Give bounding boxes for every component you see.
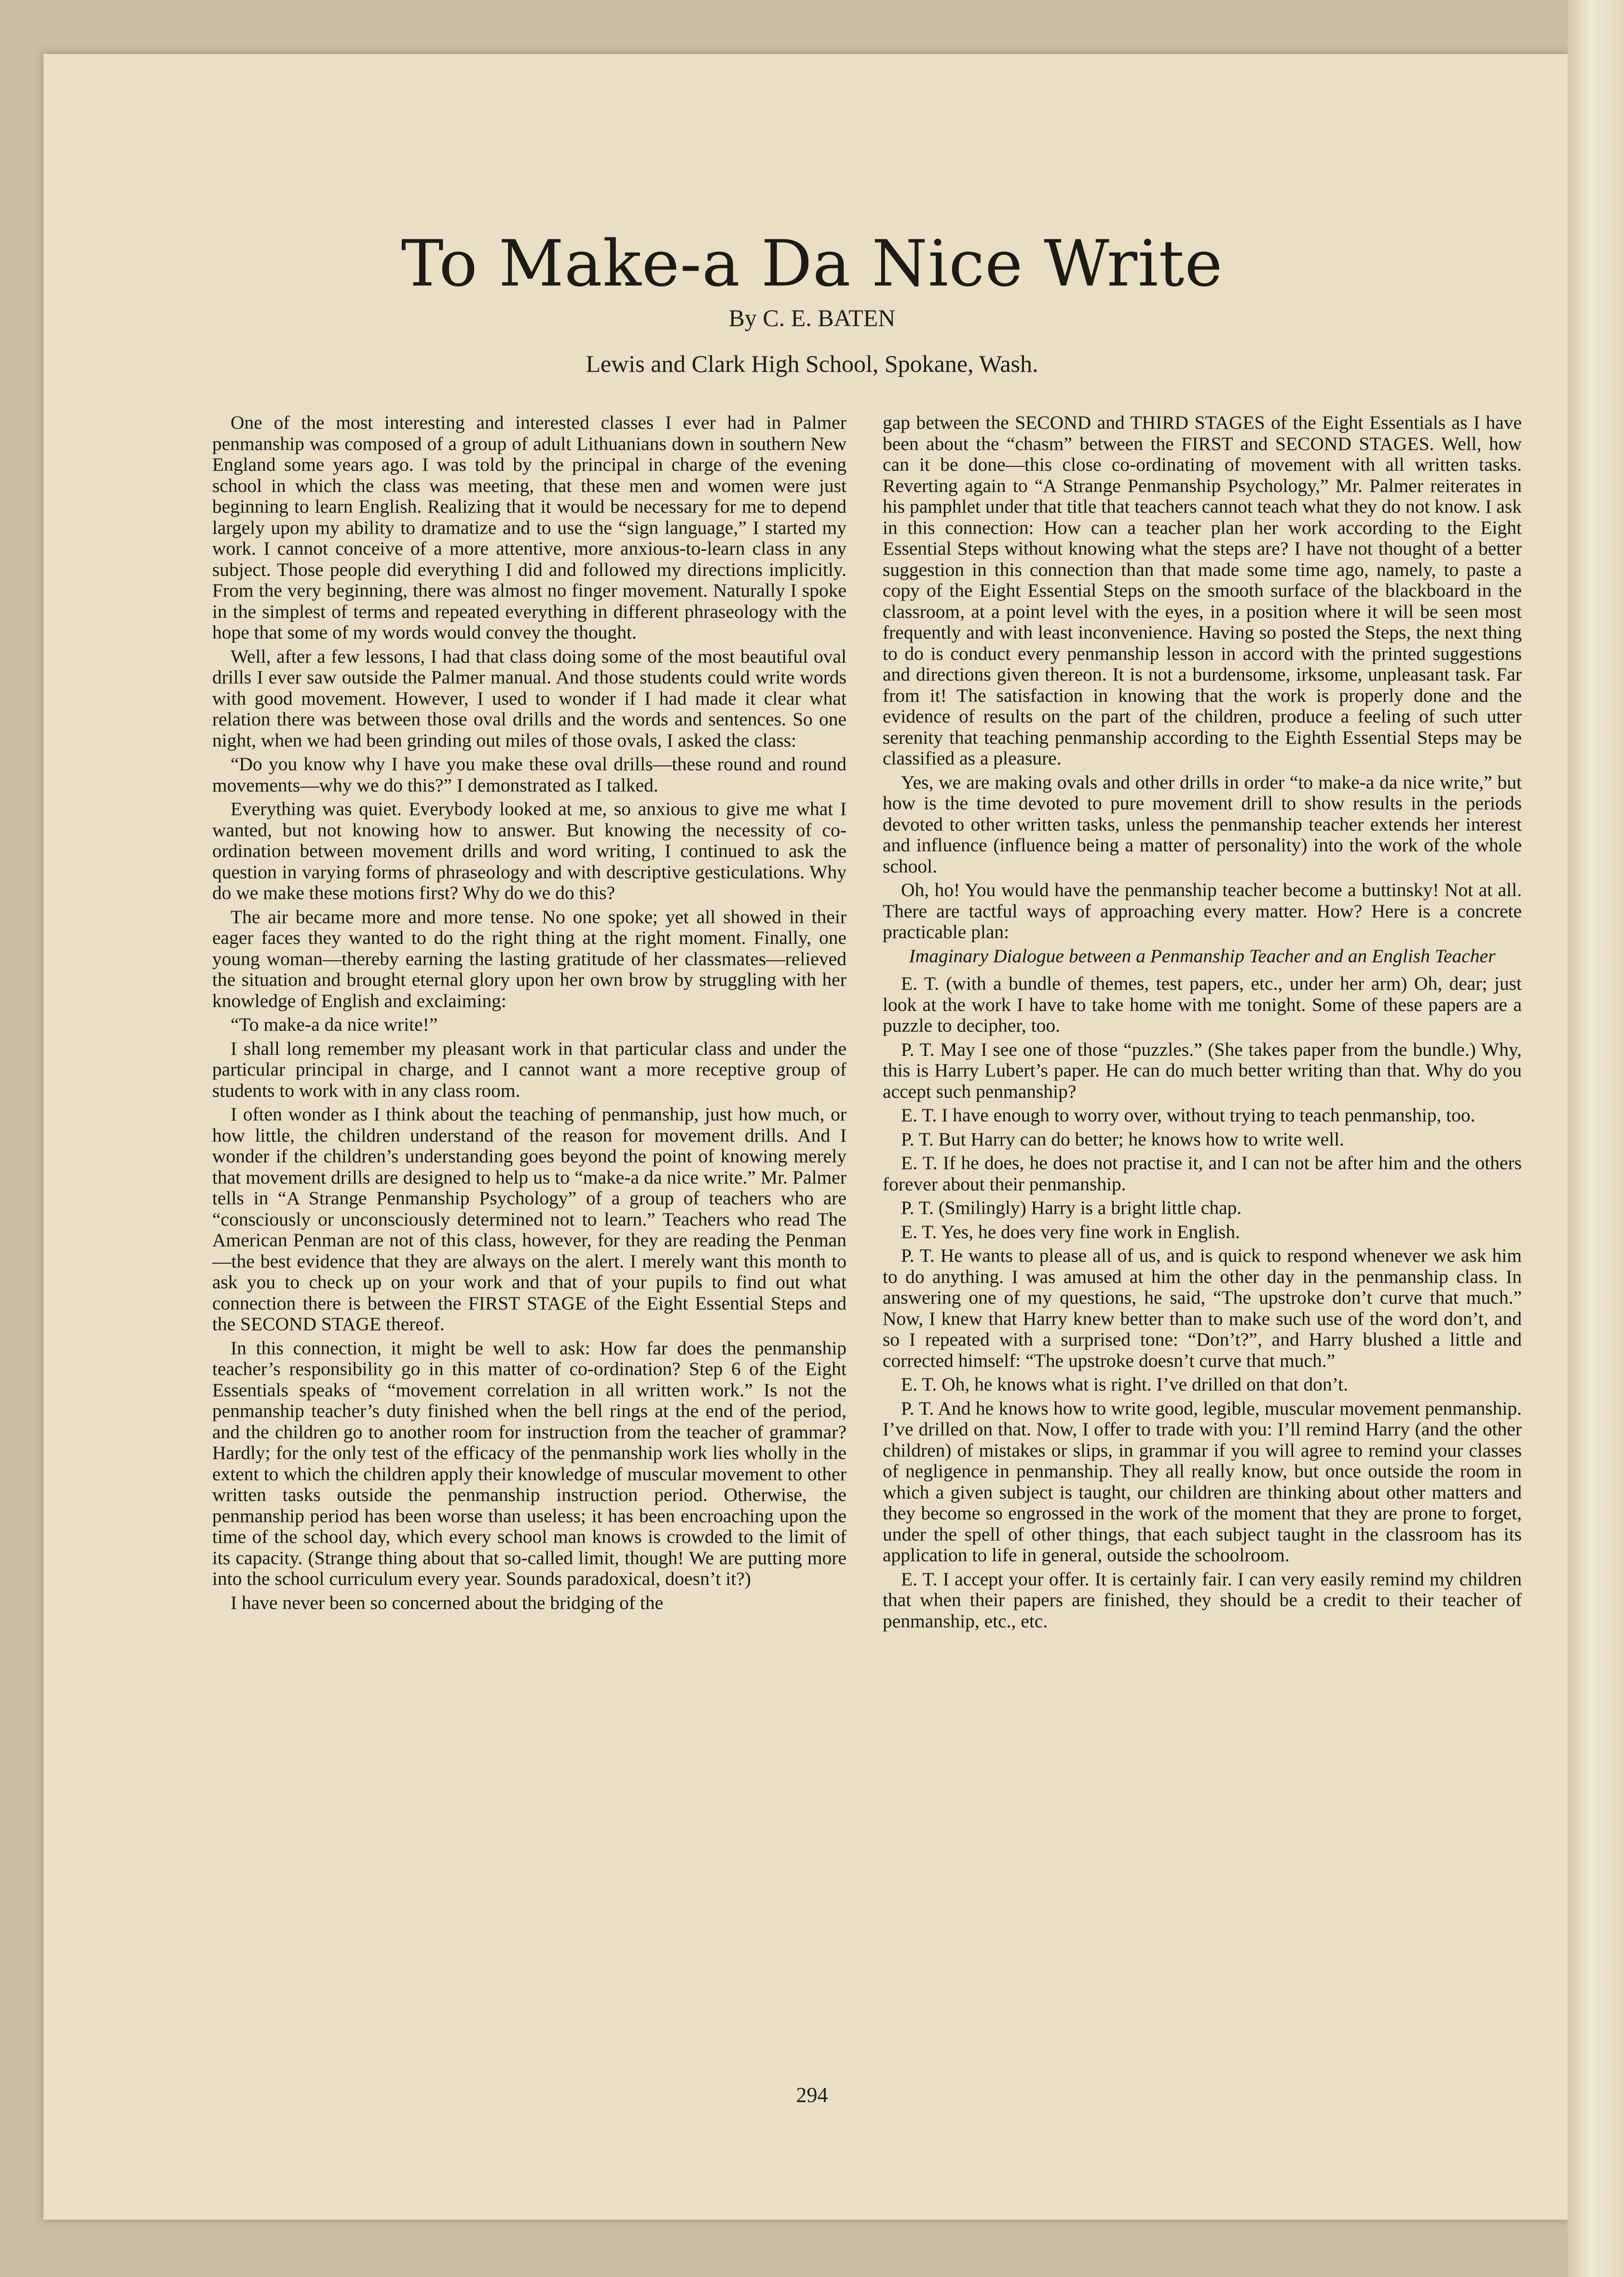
paragraph: “Do you know why I have you make these oval drills—these round and round movements—why we do this?” I demonstrated as I talked. — [212, 753, 846, 796]
dialogue-line: P. T. But Harry can do better; he knows how to write well. — [901, 1128, 1344, 1150]
paragraph: Yes, we are making ovals and other drills in order “to make-a da nice write,” but how is the time devoted to pure movement drill to show results in the periods devoted to other written tasks, unless the penmanship teacher extends her interest and influence (influence being a matter of personality) into the work of the whole school. — [883, 771, 1522, 877]
dialogue-line: P. T. May I see one of those “puzzles.” (She takes paper from the bundle.) Why, this is Harry Lubert’s paper. He can do much better writing than that. Why do you accept such penmanship? — [883, 1038, 1522, 1102]
dialogue-line: E. T. If he does, he does not practise it, and I can not be after him and the others forever about their penmanship. — [883, 1152, 1522, 1195]
paragraph: “To make-a da nice write!” — [231, 1014, 438, 1035]
article-title: To Make-a Da Nice Write — [401, 227, 1223, 301]
paragraph: I often wonder as I think about the teaching of penmanship, just how much, or how little, the children understand of the reason for movement drills. And I wonder if the children’s understanding goes beyond the point of knowing merely that movement drills are designed to help us to “make-a da nice write.” Mr. Palmer tells in “A Strange Penmanship Psychology” of a group of teachers who are “consciously or unconsciously determined not to learn.” Teachers who read The American Penman are not of this class, however, for they are reading the Penman—the best evidence that they are always on the alert. I merely want this month to ask you to check up on your work and that of your pupils to find out what connection there is between the FIRST STAGE of the Eight Essential Steps and the SECOND STAGE thereof. — [212, 1104, 846, 1335]
paragraph: The air became more and more tense. No one spoke; yet all showed in their eager faces they wanted to do the right thing at the right moment. Finally, one young woman—thereby earning the lasting gratitude of her classmates—relieved the situation and brought eternal glory upon her own brow by struggling with her knowledge of English and exclaiming: — [212, 906, 846, 1011]
paragraph: In this connection, it might be well to ask: How far does the penmanship teacher’s responsibility go in this matter of co-ordination? Step 6 of the Eight Essentials speaks of “movement correlation in all written work.” Is not the penmanship teacher’s duty finished when the bell rings at the end of the period, and the children go to another room for instruction from the teacher of grammar? Hardly; for the only test of the efficacy of the penmanship work lies wholly in the extent to which the children apply their knowledge of muscular movement to other written tasks outside the penmanship instruction period. Otherwise, the penmanship period has been worse than useless; it has been encroaching upon the time of the school day, which every school man knows is crowded to the limit of its capacity. (Strange thing about that so-called limit, though! We are putting more into the school curriculum every year. Sounds paradoxical, doesn’t it?) — [212, 1337, 846, 1589]
paragraph: One of the most interesting and interested classes I ever had in Palmer penmanship was composed of a group of adult Lithuanians down in southern New England some years ago. I was told by the principal in charge of the evening school in which the class was meeting, that these men and women were just beginning to learn English. Realizing that it would be necessary for me to depend largely upon my ability to dramatize and to use the “sign language,” I started my work. I cannot conceive of a more attentive, more anxious-to-learn class in any subject. Those people did everything I did and followed my directions implicitly. From the very beginning, there was almost no finger movement. Naturally I spoke in the simplest of terms and repeated everything in different phraseology with the hope that some of my words would convey the thought. — [212, 412, 846, 643]
right-column — [883, 412, 1522, 2062]
paragraph: Everything was quiet. Everybody looked at me, so anxious to give me what I wanted, but not knowing how to answer. But knowing the necessity of co-ordination between movement drills and word writing, I continued to ask the question in varying forms of phraseology and with descriptive gesticulations. Why do we make these motions first? Why do we do this? — [212, 798, 846, 903]
paragraph: Well, after a few lessons, I had that class doing some of the most beautiful oval drills I ever saw outside the Palmer manual. And those students could write words with good movement. However, I used to wonder if I had made it clear what relation there was between those oval drills and the words and sentences. So one night, when we had been grinding out miles of those ovals, I asked the class: — [212, 645, 846, 751]
dialogue-line: P. T. He wants to please all of us, and is quick to respond whenever we ask him to do anything. I was amused at him the other day in the penmanship class. In answering one of my questions, he said, “The upstroke don’t curve that much.” Now, I knew that Harry knew better than to make such use of the word don’t, and so I repeated with a surprised tone: “Don’t?”, and Harry blushed a little and corrected himself: “The upstroke doesn’t curve that much.” — [883, 1245, 1522, 1371]
paragraph: I have never been so concerned about the bridging of the — [231, 1592, 664, 1613]
page-spine-edge — [1568, 0, 1624, 2277]
author-affiliation: Lewis and Clark High School, Spokane, Wash. — [586, 350, 1038, 377]
left-column — [212, 412, 846, 2062]
dialogue-heading: Imaginary Dialogue between a Penmanship Teacher and an English Teacher — [909, 945, 1496, 967]
dialogue-line: P. T. (Smilingly) Harry is a bright little chap. — [901, 1197, 1242, 1218]
paragraph: gap between the SECOND and THIRD STAGES of the Eight Essentials as I have been about the “chasm” between the FIRST and SECOND STAGES. Well, how can it be done—this close co-ordinating of movement with all written tasks. Reverting again to “A Strange Penmanship Psychology,” Mr. Palmer reiterates in his pamphlet under that title that teachers cannot teach what they do not know. I ask in this connection: How can a teacher plan her work according to the Eight Essential Steps without knowing what the steps are? I have not thought of a better suggestion in this connection than that made some time ago, namely, to paste a copy of the Eight Essential Steps on the smooth surface of the blackboard in the classroom, at a point level with the eyes, in a position where it will be seen most frequently and with least inconvenience. Having so posted the Steps, the next thing to do is conduct every penmanship lesson in accord with the printed suggestions and directions given thereon. It is not a burdensome, irksome, unpleasant task. Far from it! The satisfaction in knowing that the work is properly done and the evidence of results on the part of the children, produce a feeling of such utter serenity that teaching penmanship according to the Eighth Essential Steps may be classified as a pleasure. — [883, 412, 1522, 769]
dialogue-line: P. T. And he knows how to write good, legible, muscular movement penmanship. I’ve drilled on that. Now, I offer to trade with you: I’ll remind Harry (and the other children) of mistakes or slips, in grammar if you will agree to remind your classes of negligence in penmanship. They all really know, but once outside the room in which a given subject is taught, our children are thinking about other matters and they become so engrossed in the work of the moment that they are prone to forget, under the spell of other things, that each subject taught in the classroom has its application to life in general, outside the schoolroom. — [883, 1397, 1522, 1566]
paragraph: Oh, ho! You would have the penmanship teacher become a buttinsky! Not at all. There are tactful ways of approaching every matter. How? Here is a concrete practicable plan: — [883, 879, 1522, 942]
dialogue-line: E. T. Yes, he does very fine work in English. — [901, 1221, 1240, 1242]
dialogue-line: E. T. Oh, he knows what is right. I’ve drilled on that don’t. — [901, 1374, 1349, 1395]
page-number: 294 — [796, 2083, 828, 2107]
dialogue-line: E. T. I have enough to worry over, without trying to teach penmanship, too. — [901, 1104, 1475, 1126]
article-byline: By C. E. BATEN — [728, 304, 896, 331]
dialogue-line: E. T. I accept your offer. It is certainly fair. I can very easily remind my children that when their papers are finished, they should be a credit to their teacher of penmanship, etc., etc. — [883, 1568, 1522, 1632]
dialogue-line: E. T. (with a bundle of themes, test papers, etc., under her arm) Oh, dear; just look at the work I have to take home with me tonight. Some of these papers are a puzzle to decipher, too. — [883, 973, 1522, 1036]
paragraph: I shall long remember my pleasant work in that particular class and under the particular principal in charge, and I cannot want a more receptive group of students to work with in any class room. — [212, 1037, 846, 1101]
